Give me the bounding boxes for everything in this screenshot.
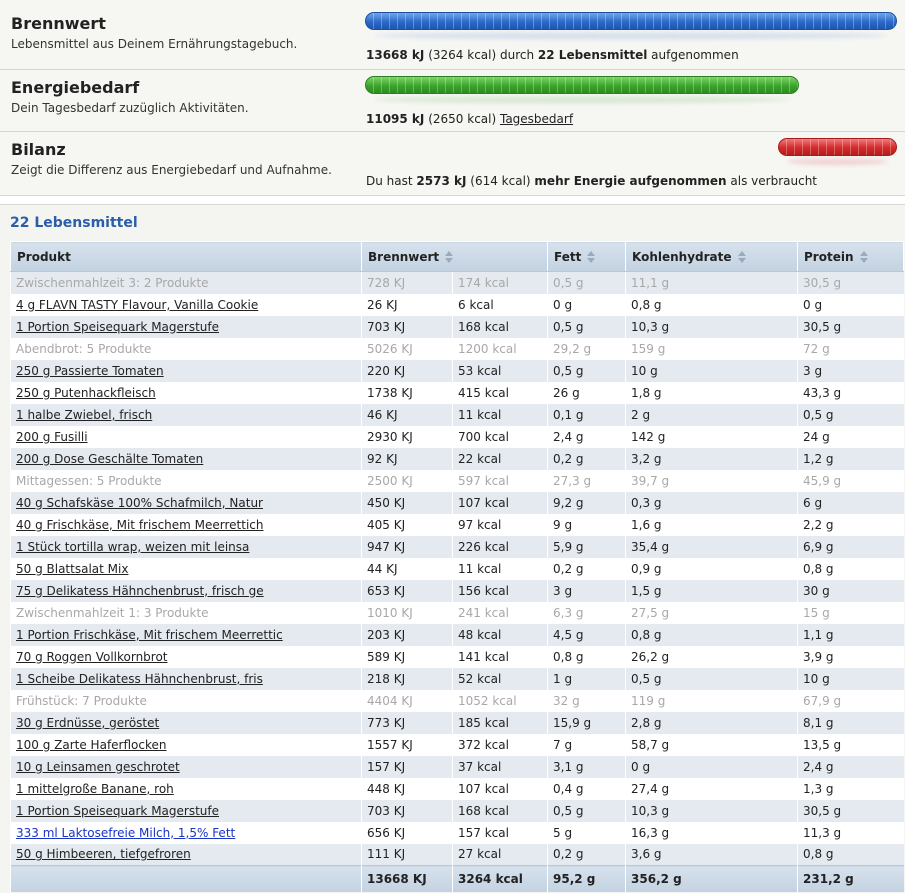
product-name xyxy=(11,800,362,822)
brennwert-tail: aufgenommen xyxy=(651,48,739,62)
brennwert-kcal-cell: 107 kcal xyxy=(453,492,548,514)
food-row[interactable] xyxy=(11,492,904,514)
header-brennwert[interactable]: Brennwert xyxy=(362,242,548,272)
food-row[interactable] xyxy=(11,800,904,822)
food-row[interactable] xyxy=(11,382,904,404)
food-row[interactable] xyxy=(11,426,904,448)
brennwert-kcal-cell: 6 kcal xyxy=(453,294,548,316)
protein-cell: 30 g xyxy=(798,580,904,602)
food-row[interactable] xyxy=(11,316,904,338)
brennwert-kj-cell: 589 KJ xyxy=(362,646,453,668)
fett-cell: 1 g xyxy=(548,668,626,690)
fett-cell: 0,8 g xyxy=(548,646,626,668)
food-row[interactable] xyxy=(11,646,904,668)
energy-summary xyxy=(0,0,905,196)
fett-cell: 3,1 g xyxy=(548,756,626,778)
fett-cell: 7 g xyxy=(548,734,626,756)
meal-group-label: Abendbrot: 5 Produkte xyxy=(16,341,152,356)
product-name xyxy=(11,778,362,800)
product-name xyxy=(11,580,362,602)
brennwert-kcal-cell: 415 kcal xyxy=(453,382,548,404)
kohlenhydrate-cell: 142 g xyxy=(626,426,798,448)
brennwert-kj-cell: 728 KJ xyxy=(362,272,453,294)
brennwert-kj-cell: 1557 KJ xyxy=(362,734,453,756)
kohlenhydrate-cell: 58,7 g xyxy=(626,734,798,756)
meal-group-label: Zwischenmahlzeit 1: 3 Produkte xyxy=(16,605,209,620)
protein-cell: 1,1 g xyxy=(798,624,904,646)
protein-cell: 1,3 g xyxy=(798,778,904,800)
product-name xyxy=(11,316,362,338)
brennwert-kcal-cell: 53 kcal xyxy=(453,360,548,382)
summary-bilanz xyxy=(0,132,905,195)
kohlenhydrate-cell: 35,4 g xyxy=(626,536,798,558)
summary-energiebedarf xyxy=(0,70,905,132)
product-link[interactable]: 70 g Roggen Vollkornbrot xyxy=(16,649,168,664)
meal-group-row xyxy=(11,470,904,492)
brennwert-kcal-cell: 48 kcal xyxy=(453,624,548,646)
protein-cell: 0 g xyxy=(798,294,904,316)
product-link[interactable]: 100 g Zarte Haferflocken xyxy=(16,737,167,752)
brennwert-kj-cell: 653 KJ xyxy=(362,580,453,602)
product-link[interactable]: 50 g Himbeeren, tiefgefroren xyxy=(16,847,191,862)
fett-cell: 0,1 g xyxy=(548,404,626,426)
brennwert-kj-cell: 703 KJ xyxy=(362,800,453,822)
food-row[interactable] xyxy=(11,360,904,382)
kohlenhydrate-cell: 10,3 g xyxy=(626,316,798,338)
food-list-title: 22 Lebensmittel xyxy=(10,215,138,231)
header-produkt: Produkt xyxy=(11,242,362,272)
product-link[interactable]: 1 mittelgroße Banane, roh xyxy=(16,781,174,796)
brennwert-description: Lebensmittel aus Deinem Ernährungstagebuch. xyxy=(11,37,298,51)
fett-cell: 0,5 g xyxy=(548,316,626,338)
bilanz-prefix: Du hast xyxy=(366,174,413,188)
protein-cell: 45,9 g xyxy=(798,470,904,492)
food-table xyxy=(10,241,904,892)
fett-cell: 27,3 g xyxy=(548,470,626,492)
brennwert-title: Brennwert xyxy=(11,14,106,33)
brennwert-bar xyxy=(365,12,897,30)
product-name xyxy=(11,712,362,734)
tagesbedarf-link[interactable]: Tagesbedarf xyxy=(499,112,574,126)
food-row[interactable] xyxy=(11,756,904,778)
summary-brennwert xyxy=(0,6,905,70)
brennwert-kj-cell: 2500 KJ xyxy=(362,470,453,492)
brennwert-kj-cell: 1010 KJ xyxy=(362,602,453,624)
product-name xyxy=(11,272,362,294)
meal-group-label: Zwischenmahlzeit 3: 2 Produkte xyxy=(16,275,209,290)
food-row[interactable] xyxy=(11,822,904,844)
protein-cell: 1,2 g xyxy=(798,448,904,470)
kohlenhydrate-cell: 0,9 g xyxy=(626,558,798,580)
brennwert-kj-cell: 46 KJ xyxy=(362,404,453,426)
brennwert-kcal-cell: 156 kcal xyxy=(453,580,548,602)
kohlenhydrate-cell: 27,4 g xyxy=(626,778,798,800)
bilanz-title: Bilanz xyxy=(11,140,66,159)
fett-cell: 0,4 g xyxy=(548,778,626,800)
sort-icon xyxy=(738,251,747,263)
product-link[interactable]: 1 Stück tortilla wrap, weizen mit leinsa xyxy=(16,539,250,554)
protein-cell: 43,3 g xyxy=(798,382,904,404)
brennwert-kj-cell: 448 KJ xyxy=(362,778,453,800)
meal-group-label: Mittagessen: 5 Produkte xyxy=(16,473,162,488)
energiebedarf-bar xyxy=(365,76,799,94)
kohlenhydrate-cell: 26,2 g xyxy=(626,646,798,668)
protein-cell: 3 g xyxy=(798,360,904,382)
fett-cell: 15,9 g xyxy=(548,712,626,734)
fett-cell: 2,4 g xyxy=(548,426,626,448)
sort-icon xyxy=(445,251,454,263)
kohlenhydrate-cell: 1,6 g xyxy=(626,514,798,536)
brennwert-count: 22 Lebensmittel xyxy=(537,48,648,62)
energiebedarf-kj: 11095 kJ xyxy=(366,112,425,126)
brennwert-kcal-cell: 52 kcal xyxy=(453,668,548,690)
kohlenhydrate-cell: 1,5 g xyxy=(626,580,798,602)
fett-cell: 5,9 g xyxy=(548,536,626,558)
product-link[interactable]: 75 g Delikatess Hähnchenbrust, frisch ge xyxy=(16,583,264,598)
food-row[interactable] xyxy=(11,448,904,470)
brennwert-kcal-cell: 1052 kcal xyxy=(453,690,548,712)
product-name xyxy=(11,470,362,492)
product-name xyxy=(11,690,362,712)
food-row[interactable] xyxy=(11,536,904,558)
product-link[interactable]: 1 Scheibe Delikatess Hähnchenbrust, fris xyxy=(16,671,263,686)
brennwert-kj-cell: 26 KJ xyxy=(362,294,453,316)
product-name xyxy=(11,338,362,360)
food-row[interactable] xyxy=(11,844,904,866)
kohlenhydrate-cell: 2 g xyxy=(626,404,798,426)
protein-cell: 15 g xyxy=(798,602,904,624)
fett-cell: 0,5 g xyxy=(548,800,626,822)
brennwert-kj-cell: 1738 KJ xyxy=(362,382,453,404)
brennwert-kcal-cell: 27 kcal xyxy=(453,844,548,866)
meal-group-label: Frühstück: 7 Produkte xyxy=(16,693,147,708)
product-name xyxy=(11,294,362,316)
brennwert-kcal-cell: 168 kcal xyxy=(453,800,548,822)
meal-group-row xyxy=(11,690,904,712)
product-link[interactable]: 250 g Passierte Tomaten xyxy=(16,363,164,378)
product-name xyxy=(11,492,362,514)
fett-cell: 29,2 g xyxy=(548,338,626,360)
brennwert-kj-cell: 157 KJ xyxy=(362,756,453,778)
bilanz-kj: 2573 kJ xyxy=(416,174,467,188)
protein-cell: 11,3 g xyxy=(798,822,904,844)
kohlenhydrate-cell: 2,8 g xyxy=(626,712,798,734)
brennwert-kcal-cell: 97 kcal xyxy=(453,514,548,536)
protein-cell: 3,9 g xyxy=(798,646,904,668)
brennwert-kj-cell: 4404 KJ xyxy=(362,690,453,712)
fett-cell: 0,5 g xyxy=(548,360,626,382)
product-link[interactable]: 1 Portion Speisequark Magerstufe xyxy=(16,319,220,334)
protein-cell: 0,5 g xyxy=(798,404,904,426)
bilanz-tail: als verbraucht xyxy=(730,174,818,188)
total-kcal: 3264 kcal xyxy=(453,866,548,892)
food-row[interactable] xyxy=(11,712,904,734)
total-protein: 231,2 g xyxy=(798,866,904,892)
protein-cell: 8,1 g xyxy=(798,712,904,734)
food-list-panel xyxy=(0,204,905,893)
product-name xyxy=(11,646,362,668)
fett-cell: 6,3 g xyxy=(548,602,626,624)
protein-cell: 13,5 g xyxy=(798,734,904,756)
brennwert-kcal-cell: 226 kcal xyxy=(453,536,548,558)
header-fett[interactable]: Fett xyxy=(548,242,626,272)
brennwert-kcal-cell: 11 kcal xyxy=(453,404,548,426)
kohlenhydrate-cell: 0,8 g xyxy=(626,624,798,646)
bilanz-kcal: (614 kcal) xyxy=(470,174,531,188)
header-protein[interactable]: Protein xyxy=(798,242,904,272)
meal-group-row xyxy=(11,272,904,294)
food-row[interactable] xyxy=(11,734,904,756)
kohlenhydrate-cell: 159 g xyxy=(626,338,798,360)
product-name xyxy=(11,514,362,536)
brennwert-kj-cell: 405 KJ xyxy=(362,514,453,536)
product-name xyxy=(11,844,362,866)
fett-cell: 0,2 g xyxy=(548,558,626,580)
product-link[interactable]: 250 g Putenhackfleisch xyxy=(16,385,156,400)
brennwert-kj-cell: 2930 KJ xyxy=(362,426,453,448)
brennwert-kcal-cell: 141 kcal xyxy=(453,646,548,668)
fett-cell: 0,5 g xyxy=(548,272,626,294)
product-name xyxy=(11,668,362,690)
product-link[interactable]: 50 g Blattsalat Mix xyxy=(16,561,129,576)
brennwert-mid: durch xyxy=(499,48,535,62)
brennwert-kj-cell: 44 KJ xyxy=(362,558,453,580)
fett-cell: 0,2 g xyxy=(548,448,626,470)
brennwert-kcal-cell: 174 kcal xyxy=(453,272,548,294)
food-row[interactable] xyxy=(11,558,904,580)
brennwert-kj-cell: 218 KJ xyxy=(362,668,453,690)
fett-cell: 0 g xyxy=(548,294,626,316)
product-link[interactable]: 10 g Leinsamen geschrotet xyxy=(16,759,180,774)
product-link[interactable]: 4 g FLAVN TASTY Flavour, Vanilla Cookie xyxy=(16,297,259,312)
brennwert-kj-cell: 111 KJ xyxy=(362,844,453,866)
protein-cell: 67,9 g xyxy=(798,690,904,712)
fett-cell: 0,2 g xyxy=(548,844,626,866)
brennwert-kcal-cell: 37 kcal xyxy=(453,756,548,778)
food-row[interactable] xyxy=(11,580,904,602)
food-row[interactable] xyxy=(11,624,904,646)
brennwert-kcal-cell: 597 kcal xyxy=(453,470,548,492)
brennwert-kj-cell: 656 KJ xyxy=(362,822,453,844)
energiebedarf-description: Dein Tagesbedarf zuzüglich Aktivitäten. xyxy=(11,101,249,115)
product-link[interactable]: 1 Portion Frischkäse, Mit frischem Meerrettic xyxy=(16,627,283,642)
protein-cell: 6,9 g xyxy=(798,536,904,558)
product-name xyxy=(11,602,362,624)
product-link[interactable]: 30 g Erdnüsse, geröstet xyxy=(16,715,160,730)
protein-cell: 30,5 g xyxy=(798,316,904,338)
kohlenhydrate-cell: 16,3 g xyxy=(626,822,798,844)
kohlenhydrate-cell: 0,8 g xyxy=(626,294,798,316)
sort-icon xyxy=(587,251,596,263)
protein-cell: 72 g xyxy=(798,338,904,360)
product-name xyxy=(11,426,362,448)
brennwert-kcal-cell: 185 kcal xyxy=(453,712,548,734)
protein-cell: 2,4 g xyxy=(798,756,904,778)
protein-cell: 0,8 g xyxy=(798,844,904,866)
kohlenhydrate-cell: 10,3 g xyxy=(626,800,798,822)
product-name xyxy=(11,404,362,426)
product-link[interactable]: 333 ml Laktosefreie Milch, 1,5% Fett xyxy=(16,825,236,840)
bilanz-info xyxy=(366,174,817,188)
protein-cell: 30,5 g xyxy=(798,800,904,822)
energiebedarf-kcal: (2650 kcal) xyxy=(428,112,497,126)
brennwert-kj-cell: 5026 KJ xyxy=(362,338,453,360)
product-name xyxy=(11,360,362,382)
kohlenhydrate-cell: 0 g xyxy=(626,756,798,778)
food-row[interactable] xyxy=(11,778,904,800)
product-name xyxy=(11,822,362,844)
bilanz-description: Zeigt die Differenz aus Energiebedarf und Aufnahme. xyxy=(11,163,332,177)
brennwert-kcal-cell: 700 kcal xyxy=(453,426,548,448)
brennwert-info xyxy=(366,48,739,62)
brennwert-kcal-cell: 11 kcal xyxy=(453,558,548,580)
brennwert-kcal-cell: 1200 kcal xyxy=(453,338,548,360)
product-name xyxy=(11,734,362,756)
kohlenhydrate-cell: 11,1 g xyxy=(626,272,798,294)
kohlenhydrate-cell: 39,7 g xyxy=(626,470,798,492)
fett-cell: 4,5 g xyxy=(548,624,626,646)
energiebedarf-info xyxy=(366,112,573,126)
kohlenhydrate-cell: 27,5 g xyxy=(626,602,798,624)
energiebedarf-title: Energiebedarf xyxy=(11,78,140,97)
food-row[interactable] xyxy=(11,404,904,426)
bilanz-bar xyxy=(778,138,897,156)
fett-cell: 3 g xyxy=(548,580,626,602)
protein-cell: 30,5 g xyxy=(798,272,904,294)
food-row[interactable] xyxy=(11,514,904,536)
protein-cell: 2,2 g xyxy=(798,514,904,536)
meal-group-row xyxy=(11,338,904,360)
fett-cell: 32 g xyxy=(548,690,626,712)
bilanz-bold-tail: mehr Energie aufgenommen xyxy=(534,174,727,188)
brennwert-kj-cell: 92 KJ xyxy=(362,448,453,470)
product-link[interactable]: 1 Portion Speisequark Magerstufe xyxy=(16,803,220,818)
brennwert-kj-cell: 220 KJ xyxy=(362,360,453,382)
product-link[interactable]: 40 g Schafskäse 100% Schafmilch, Natur xyxy=(16,495,263,510)
brennwert-kcal-cell: 168 kcal xyxy=(453,316,548,338)
product-name xyxy=(11,558,362,580)
product-name xyxy=(11,448,362,470)
product-link[interactable]: 200 g Dose Geschälte Tomaten xyxy=(16,451,204,466)
table-header-row xyxy=(11,242,904,272)
product-name xyxy=(11,536,362,558)
fett-cell: 26 g xyxy=(548,382,626,404)
brennwert-kj-cell: 773 KJ xyxy=(362,712,453,734)
product-link[interactable]: 40 g Frischkäse, Mit frischem Meerrettich xyxy=(16,517,264,532)
food-table-body xyxy=(11,272,904,866)
brennwert-kj: 13668 kJ xyxy=(366,48,425,62)
food-row[interactable] xyxy=(11,668,904,690)
brennwert-kcal: (3264 kcal) xyxy=(428,48,497,62)
kohlenhydrate-cell: 119 g xyxy=(626,690,798,712)
fett-cell: 9,2 g xyxy=(548,492,626,514)
product-link[interactable]: 200 g Fusilli xyxy=(16,429,88,444)
brennwert-kcal-cell: 157 kcal xyxy=(453,822,548,844)
protein-cell: 6 g xyxy=(798,492,904,514)
total-row xyxy=(11,866,904,892)
protein-cell: 10 g xyxy=(798,668,904,690)
header-kohlenhydrate[interactable]: Kohlenhydrate xyxy=(626,242,798,272)
kohlenhydrate-cell: 10 g xyxy=(626,360,798,382)
brennwert-kj-cell: 203 KJ xyxy=(362,624,453,646)
brennwert-kcal-cell: 22 kcal xyxy=(453,448,548,470)
product-name xyxy=(11,624,362,646)
protein-cell: 24 g xyxy=(798,426,904,448)
total-kohlenhydrate: 356,2 g xyxy=(626,866,798,892)
product-link[interactable]: 1 halbe Zwiebel, frisch xyxy=(16,407,153,422)
product-name xyxy=(11,382,362,404)
brennwert-kj-cell: 947 KJ xyxy=(362,536,453,558)
kohlenhydrate-cell: 3,6 g xyxy=(626,844,798,866)
protein-cell: 0,8 g xyxy=(798,558,904,580)
meal-group-row xyxy=(11,602,904,624)
total-kj: 13668 KJ xyxy=(362,866,453,892)
fett-cell: 9 g xyxy=(548,514,626,536)
sort-icon xyxy=(860,251,869,263)
brennwert-kj-cell: 703 KJ xyxy=(362,316,453,338)
brennwert-kcal-cell: 241 kcal xyxy=(453,602,548,624)
total-label xyxy=(11,866,362,892)
fett-cell: 5 g xyxy=(548,822,626,844)
total-fett: 95,2 g xyxy=(548,866,626,892)
product-name xyxy=(11,756,362,778)
food-row[interactable] xyxy=(11,294,904,316)
kohlenhydrate-cell: 0,5 g xyxy=(626,668,798,690)
kohlenhydrate-cell: 3,2 g xyxy=(626,448,798,470)
brennwert-kcal-cell: 107 kcal xyxy=(453,778,548,800)
kohlenhydrate-cell: 0,3 g xyxy=(626,492,798,514)
brennwert-kcal-cell: 372 kcal xyxy=(453,734,548,756)
brennwert-kj-cell: 450 KJ xyxy=(362,492,453,514)
kohlenhydrate-cell: 1,8 g xyxy=(626,382,798,404)
